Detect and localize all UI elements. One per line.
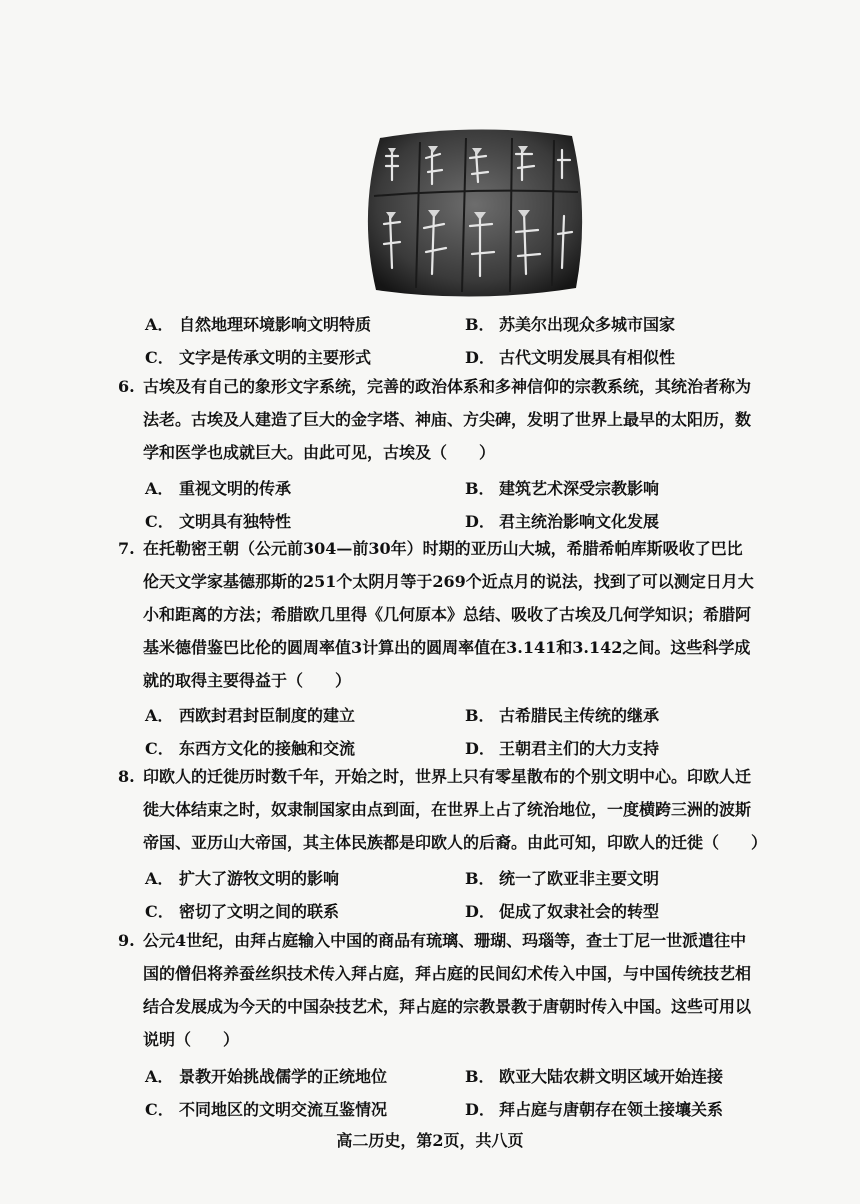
option-text: 扩大了游牧文明的影响 — [179, 869, 340, 888]
option-text: 文字是传承文明的主要形式 — [179, 348, 372, 367]
question-number: 7. — [118, 539, 135, 558]
question-line: 学和医学也成就巨大。由此可见，古埃及（ ） — [143, 443, 496, 462]
question-7 — [118, 532, 798, 697]
option-letter: D． — [465, 902, 495, 921]
option-letter: D． — [465, 512, 495, 531]
option-text: 古希腊民主传统的继承 — [499, 706, 660, 725]
question-line: 说明（ ） — [143, 1030, 240, 1049]
option-text: 苏美尔出现众多城市国家 — [499, 315, 676, 334]
q9-option-a[interactable] — [145, 1064, 387, 1087]
option-text: 西欧封君封臣制度的建立 — [179, 706, 356, 725]
option-text: 重视文明的传承 — [179, 479, 292, 498]
option-text: 拜占庭与唐朝存在领土接壤关系 — [499, 1100, 724, 1119]
option-text: 促成了奴隶社会的转型 — [499, 902, 660, 921]
question-line: 在托勒密王朝（公元前304—前30年）时期的亚历山大城，希腊希帕库斯吸收了巴比 — [143, 539, 743, 558]
option-letter: D． — [465, 739, 495, 758]
q7-option-a[interactable] — [145, 703, 355, 726]
option-text: 不同地区的文明交流互鉴情况 — [179, 1100, 388, 1119]
option-text: 景教开始挑战儒学的正统地位 — [179, 1067, 388, 1086]
question-line: 公元4世纪，由拜占庭输入中国的商品有琉璃、珊瑚、玛瑙等，查士丁尼一世派遣往中 — [143, 931, 747, 950]
question-line: 国的僧侣将养蚕丝织技术传入拜占庭，拜占庭的民间幻术传入中国，与中国传统技艺相 — [143, 964, 752, 983]
question-number: 8. — [118, 767, 135, 786]
option-letter: D． — [465, 348, 495, 367]
question-number: 9. — [118, 931, 135, 950]
option-letter: B． — [465, 706, 495, 725]
option-letter: B． — [465, 1067, 495, 1086]
question-8 — [118, 760, 798, 859]
q6-option-d[interactable] — [465, 509, 659, 532]
option-text: 建筑艺术深受宗教影响 — [499, 479, 660, 498]
page-footer: 高二历史，第2页，共八页 — [336, 1131, 524, 1150]
option-letter: A． — [145, 706, 174, 725]
q5-option-d[interactable] — [465, 345, 675, 368]
question-line: 法老。古埃及人建造了巨大的金字塔、神庙、方尖碑，发明了世界上最早的太阳历，数 — [143, 410, 752, 429]
option-letter: C． — [145, 902, 174, 921]
question-line: 伦天文学家基德那斯的251个太阴月等于269个近点月的说法，找到了可以测定日月大 — [143, 572, 754, 591]
option-letter: A． — [145, 315, 174, 334]
question-line: 结合发展成为今天的中国杂技艺术，拜占庭的宗教景教于唐朝时传入中国。这些可用以 — [143, 997, 752, 1016]
q5-option-b[interactable] — [465, 312, 675, 335]
option-letter: C． — [145, 739, 174, 758]
option-text: 文明具有独特性 — [179, 512, 292, 531]
option-text: 欧亚大陆农耕文明区域开始连接 — [499, 1067, 724, 1086]
option-text: 自然地理环境影响文明特质 — [179, 315, 372, 334]
option-letter: A． — [145, 869, 174, 888]
option-text: 密切了文明之间的联系 — [179, 902, 340, 921]
question-line: 帝国、亚历山大帝国，其主体民族都是印欧人的后裔。由此可知，印欧人的迁徙（ ） — [143, 833, 768, 852]
question-line: 基米德借鉴巴比伦的圆周率值3计算出的圆周率值在3.141和3.142之间。这些科学成 — [143, 638, 751, 657]
option-text: 古代文明发展具有相似性 — [499, 348, 676, 367]
question-number: 6. — [118, 377, 135, 396]
q8-option-c[interactable] — [145, 899, 339, 922]
option-letter: A． — [145, 479, 174, 498]
option-letter: C． — [145, 512, 174, 531]
option-text: 东西方文化的接触和交流 — [179, 739, 356, 758]
question-line: 小和距离的方法；希腊欧几里得《几何原本》总结、吸收了古埃及几何学知识；希腊阿 — [143, 605, 752, 624]
question-9 — [118, 924, 798, 1056]
option-text: 君主统治影响文化发展 — [499, 512, 660, 531]
q5-option-c[interactable] — [145, 345, 371, 368]
q8-option-b[interactable] — [465, 866, 659, 889]
option-letter: C． — [145, 348, 174, 367]
q8-option-d[interactable] — [465, 899, 659, 922]
cuneiform-tablet-image — [362, 128, 588, 298]
option-letter: B． — [465, 869, 495, 888]
q9-option-c[interactable] — [145, 1097, 387, 1120]
q9-option-d[interactable] — [465, 1097, 723, 1120]
q5-option-a[interactable] — [145, 312, 371, 335]
option-text: 王朝君主们的大力支持 — [499, 739, 660, 758]
q8-option-a[interactable] — [145, 866, 339, 889]
q6-option-c[interactable] — [145, 509, 291, 532]
q6-option-b[interactable] — [465, 476, 659, 499]
q7-option-c[interactable] — [145, 736, 355, 759]
q6-option-a[interactable] — [145, 476, 291, 499]
question-line: 印欧人的迁徙历时数千年，开始之时，世界上只有零星散布的个别文明中心。印欧人迁 — [143, 767, 752, 786]
option-letter: D． — [465, 1100, 495, 1119]
question-line: 就的取得主要得益于（ ） — [143, 671, 352, 690]
option-letter: B． — [465, 315, 495, 334]
q7-option-d[interactable] — [465, 736, 659, 759]
question-6 — [118, 370, 798, 469]
q9-option-b[interactable] — [465, 1064, 723, 1087]
question-line: 古埃及有自己的象形文字系统，完善的政治体系和多神信仰的宗教系统，其统治者称为 — [143, 377, 752, 396]
question-line: 徙大体结束之时，奴隶制国家由点到面，在世界上占了统治地位，一度横跨三洲的波斯 — [143, 800, 752, 819]
option-letter: C． — [145, 1100, 174, 1119]
option-text: 统一了欧亚非主要文明 — [499, 869, 660, 888]
q7-option-b[interactable] — [465, 703, 659, 726]
option-letter: B． — [465, 479, 495, 498]
option-letter: A． — [145, 1067, 174, 1086]
